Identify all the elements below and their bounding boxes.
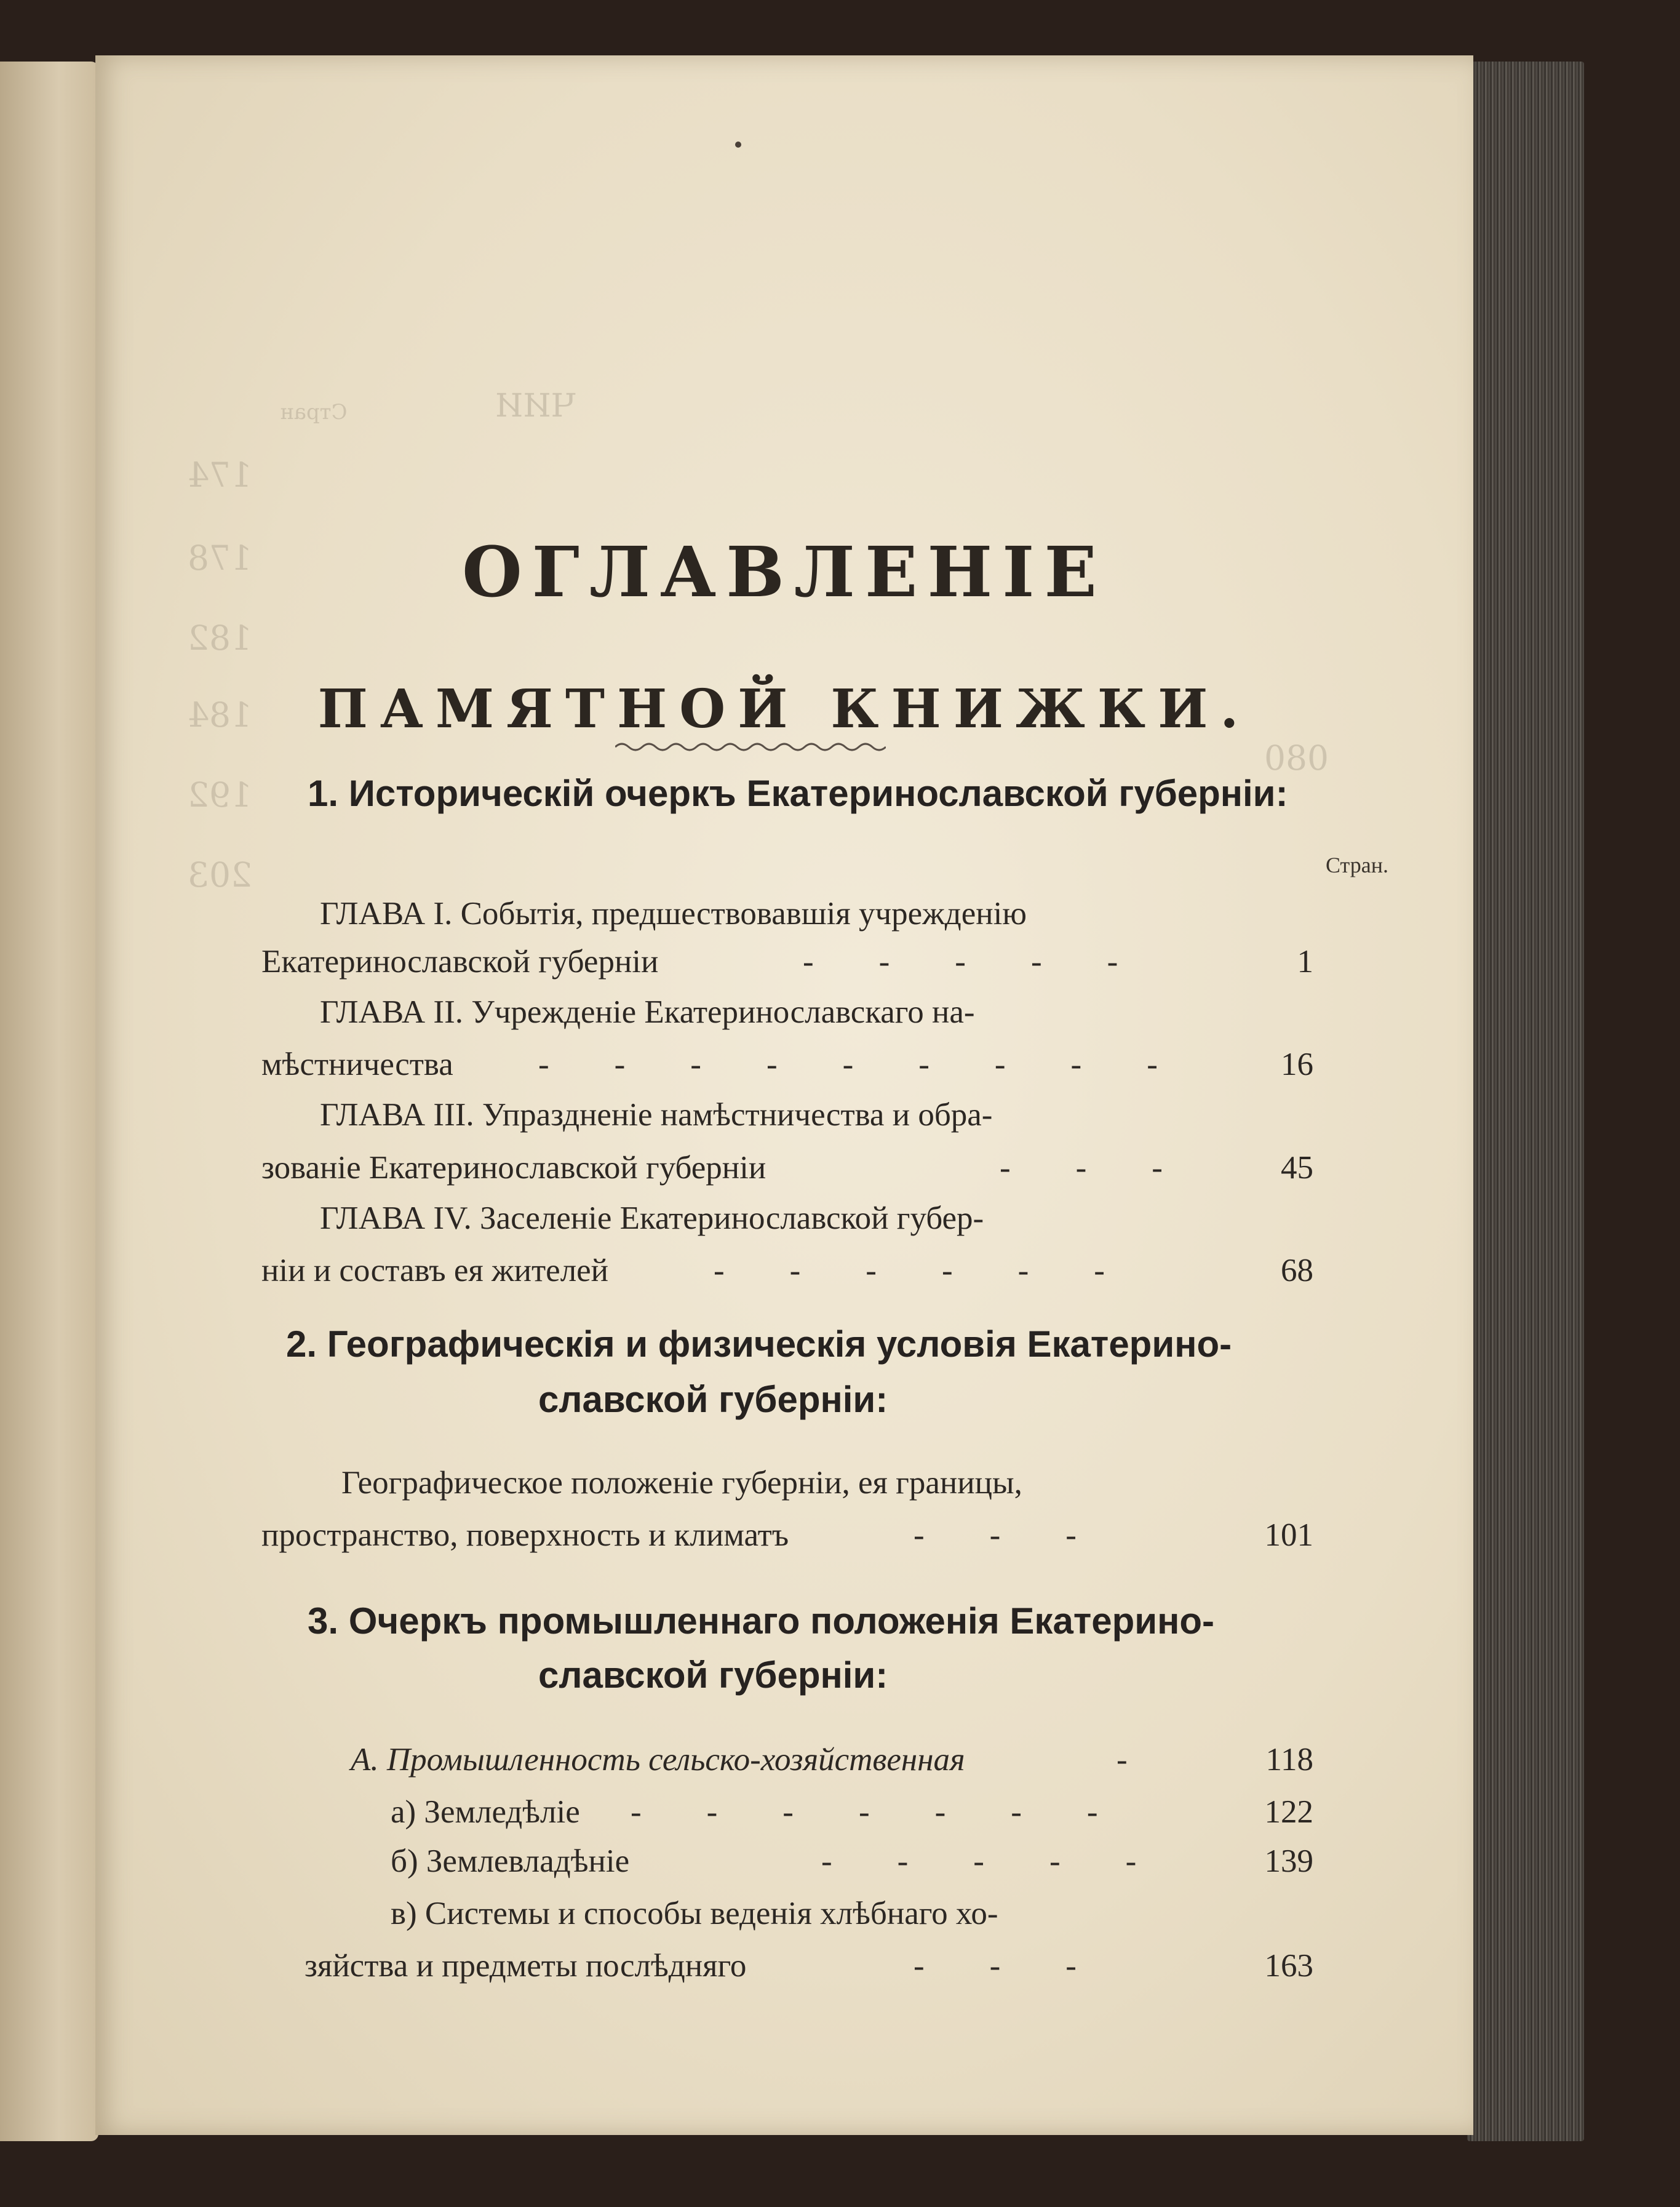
toc-entry-3d-line2: зяйства и предметы послѣдняго [305,1948,747,1984]
toc-entry-3b-page: 122 [1264,1794,1313,1830]
toc-entry-1-line1: ГЛАВА I. Событія, предшествовавшія учрежденію [320,896,1027,932]
toc-entry-3d-line1: в) Системы и способы веденія хлѣбнаго хо- [391,1896,998,1931]
toc-entry-3c-page: 139 [1264,1843,1313,1879]
toc-entry-3a-page: 118 [1265,1742,1313,1778]
toc-entry-3c-label: б) Землевладѣніе [391,1843,630,1879]
page-title: ОГЛАВЛЕНІЕ [462,532,1107,613]
bleed-through-5: 182 [188,618,252,658]
wave-ornament [615,740,886,754]
leader-dashes: - - - - - [803,944,1118,980]
toc-entry-4-line2: ніи и составъ ея жителей [261,1253,609,1288]
section-2-line1: Географическое положеніе губерніи, ея границы, [341,1465,1022,1501]
toc-entry-3-page: 45 [1281,1150,1313,1186]
bleed-through-3: 174 [188,455,252,495]
section-1-heading: 1. Историческій очеркъ Екатеринославской губерніи: [308,773,1288,814]
section-2-page: 101 [1264,1517,1313,1553]
bleed-through-1: ЧИИ [495,388,576,425]
leader-dashes: - - - [914,1517,1077,1553]
leader-dashes: - - - [914,1948,1077,1984]
toc-entry-3b-label: а) Земледѣліе [391,1794,580,1830]
section-2-heading-line1: 2. Географическія и физическія условія Екатерино- [286,1323,1232,1365]
bleed-through-6: 184 [188,695,252,735]
ink-speck [735,142,741,148]
page-subtitle: ПАМЯТНОЙ КНИЖКИ. [317,678,1251,740]
toc-entry-2-line1: ГЛАВА II. Учрежденіе Екатеринославскаго на- [320,994,975,1030]
section-3-heading-line1: 3. Очеркъ промышленнаго положенія Екатерино- [308,1600,1214,1642]
bleed-through-8: 203 [188,855,252,895]
section-2-line2: пространство, поверхность и климатъ [261,1517,789,1553]
leader-dashes: - - - - - - - [631,1794,1098,1830]
leader-dashes: - - - - - - [714,1253,1105,1288]
bleed-through-2: Стран [280,400,348,425]
leader-dashes: - - - - - - - - - [538,1047,1158,1082]
leader-dashes: - [1117,1742,1128,1778]
toc-entry-2-line2: мѣстничества [261,1047,453,1082]
bleed-through-9: 080 [1264,738,1329,778]
book-page [95,55,1473,2135]
toc-entry-2-page: 16 [1281,1047,1313,1082]
toc-entry-3-line2: зованіе Екатеринославской губерніи [261,1150,766,1186]
toc-entry-4-page: 68 [1281,1253,1313,1288]
toc-entry-1-line2: Екатеринославской губерніи [261,944,659,980]
toc-entry-1-page: 1 [1297,944,1313,980]
leader-dashes: - - - [1000,1150,1163,1186]
bleed-through-7: 192 [188,775,252,815]
toc-entry-3a-label: А. Промышленность сельско-хозяйственная [351,1742,965,1778]
bleed-through-4: 178 [188,538,252,578]
book-fore-edge [1467,62,1584,2141]
left-page-edge [0,62,98,2141]
section-2-heading-line2: славской губерніи: [538,1379,888,1420]
toc-entry-4-line1: ГЛАВА IV. Заселеніе Екатеринославской губер- [320,1200,984,1236]
toc-entry-3d-page: 163 [1264,1948,1313,1984]
page-column-label: Стран. [1326,853,1388,877]
section-3-heading-line2: славской губерніи: [538,1654,888,1696]
toc-entry-3-line1: ГЛАВА III. Упраздненіе намѣстничества и обра- [320,1097,993,1133]
leader-dashes: - - - - - [821,1843,1137,1879]
